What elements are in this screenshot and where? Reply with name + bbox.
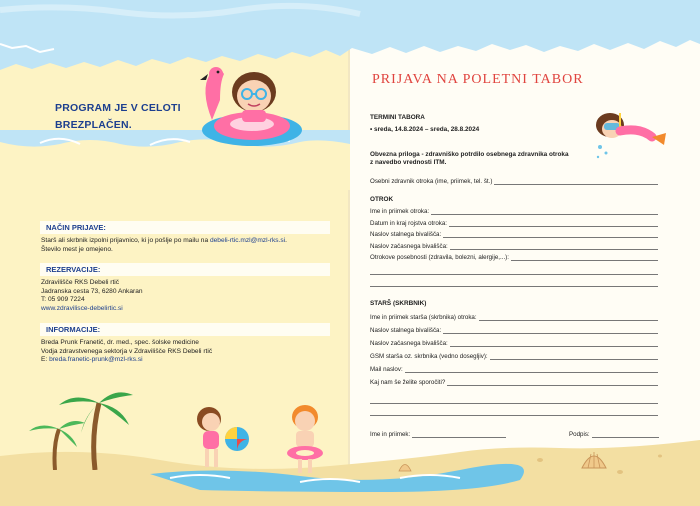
promo-line-2: BREZPLAČEN. <box>55 119 132 131</box>
priloga-line-2: z navedbo vrednosti ITM. <box>370 159 447 167</box>
form-title: PRIJAVA NA POLETNI TABOR <box>372 72 584 87</box>
promo-text <box>55 100 181 134</box>
nacin-text: Starš ali skrbnik izpolni prijavnico, ki jo pošlje po mailu na <box>41 237 210 244</box>
otrok-extra-line-1[interactable] <box>370 274 658 275</box>
otrok-field-0[interactable] <box>370 206 658 215</box>
informacije-heading: INFORMACIJE: <box>40 323 330 336</box>
informacije-line-2: Vodja zdravstvenega sektorja v Zdravilišče RKS Debeli rtič <box>41 347 213 355</box>
palm-trees-illustration <box>25 385 135 470</box>
sign-name-input-line[interactable] <box>412 431 506 438</box>
otrok-label-3: Naslov začasnega bivališča: <box>370 242 448 250</box>
nacin-limit: Število mest je omejeno. <box>41 245 113 253</box>
otrok-input-line-0[interactable] <box>431 208 658 215</box>
stars-input-line-4[interactable] <box>405 366 658 373</box>
rezervacije-phone: T: 05 909 7224 <box>41 296 85 304</box>
girl-beach-ball-illustration <box>185 403 255 473</box>
otrok-field-1[interactable] <box>370 218 658 227</box>
otrok-label-1: Datum in kraj rojstva otroka: <box>370 219 448 227</box>
sign-signature-label: Podpis: <box>569 431 590 438</box>
stars-field-1[interactable] <box>370 325 658 334</box>
sign-signature-input-line[interactable] <box>592 431 659 438</box>
rezervacije-heading: REZERVACIJE: <box>40 263 330 276</box>
otrok-field-3[interactable] <box>370 241 658 250</box>
nacin-email-link[interactable]: debeli-rtic.mzl@mzl-rks.si <box>209 237 286 244</box>
otrok-input-line-3[interactable] <box>450 243 658 250</box>
stars-field-3[interactable] <box>370 351 658 360</box>
stars-label-3: GSM starša oz. skrbnika (vedno dosegljiv): <box>370 353 488 360</box>
otrok-input-line-2[interactable] <box>443 231 658 238</box>
otrok-label-2: Naslov stalnega bivališča: <box>370 231 442 239</box>
boy-swim-ring-illustration <box>280 403 330 475</box>
stars-input-line-2[interactable] <box>450 340 658 347</box>
otrok-input-line-4[interactable] <box>511 254 658 261</box>
sign-name-label: Ime in priimek: <box>370 431 411 438</box>
priloga-line-1: Obvezna priloga - zdravniško potrdilo osebnega zdravnika otroka <box>370 151 569 158</box>
informacije-email-link[interactable]: breda.franetic-prunk@mzl-rks.si <box>49 356 143 364</box>
otrok-field-4[interactable] <box>370 252 658 261</box>
stars-input-line-1[interactable] <box>443 327 658 334</box>
seashell-icon <box>580 448 608 470</box>
promo-line-1: PROGRAM JE V CELOTI <box>55 102 181 114</box>
rezervacije-line-1: Zdravilišče RKS Debeli rtič <box>41 279 120 286</box>
stars-field-2[interactable] <box>370 338 658 347</box>
osebni-zdravnik-field[interactable] <box>370 176 658 185</box>
girl-flamingo-float-illustration <box>192 60 312 155</box>
otrok-input-line-1[interactable] <box>449 220 658 227</box>
informacije-email-prefix: E: <box>41 356 50 364</box>
stars-input-line-0[interactable] <box>479 314 658 321</box>
sign-name-field[interactable] <box>370 429 506 438</box>
termini-heading: TERMINI TABORA <box>370 114 425 121</box>
stars-label-2: Naslov začasnega bivališča: <box>370 340 448 347</box>
sign-signature-field[interactable] <box>569 429 659 438</box>
stars-input-line-3[interactable] <box>490 353 658 360</box>
torn-sky-header <box>0 0 700 70</box>
stars-extra-line-2[interactable] <box>370 415 658 416</box>
nacin-heading: NAČIN PRIJAVE: <box>40 221 330 234</box>
otrok-label-0: Ime in priimek otroka: <box>370 208 430 215</box>
stars-extra-line-1[interactable] <box>370 403 658 404</box>
nacin-body <box>40 237 330 254</box>
section-informacije <box>40 323 330 365</box>
nacin-text-after: . <box>285 237 287 244</box>
stars-label-4: Mail naslov: <box>370 366 403 373</box>
stars-label-0: Ime in priimek starša (skrbnika) otroka: <box>370 314 477 321</box>
rezervacije-body <box>40 279 330 313</box>
priloga-note <box>370 151 610 168</box>
stars-label-1: Naslov stalnega bivališča: <box>370 327 442 334</box>
section-nacin-prijave <box>40 221 330 254</box>
otrok-field-2[interactable] <box>370 229 658 238</box>
otrok-label-4: Otrokove posebnosti (zdravila, bolezni, alergije,...): <box>370 254 509 262</box>
rezervacije-line-2: Jadranska cesta 73, 6280 Ankaran <box>41 287 143 295</box>
informacije-body <box>40 339 330 365</box>
informacije-email-row <box>41 356 330 365</box>
informacije-line-1: Breda Prunk Franetič, dr. med., spec. šolske medicine <box>41 339 199 346</box>
stars-input-line-5[interactable] <box>447 379 658 386</box>
stars-label-5: Kaj nam še želite sporočiti? <box>370 379 446 386</box>
stars-field-0[interactable] <box>370 312 658 321</box>
small-shell-icon <box>398 460 412 472</box>
rezervacije-web-link[interactable]: www.zdravilisce-debelirtic.si <box>41 304 123 312</box>
section-rezervacije <box>40 263 330 313</box>
otrok-heading: OTROK <box>370 196 394 203</box>
osebni-zdravnik-label: Osebni zdravnik otroka (ime, priimek, tel. št.) <box>370 178 493 185</box>
stars-field-4[interactable] <box>370 364 658 373</box>
termin-date: • sreda, 14.8.2024 – sreda, 28.8.2024 <box>370 126 480 133</box>
otrok-extra-line-2[interactable] <box>370 286 658 287</box>
osebni-zdravnik-input-line[interactable] <box>494 178 658 185</box>
stars-field-5[interactable] <box>370 377 658 386</box>
stars-heading: STARŠ (SKRBNIK) <box>370 300 427 307</box>
